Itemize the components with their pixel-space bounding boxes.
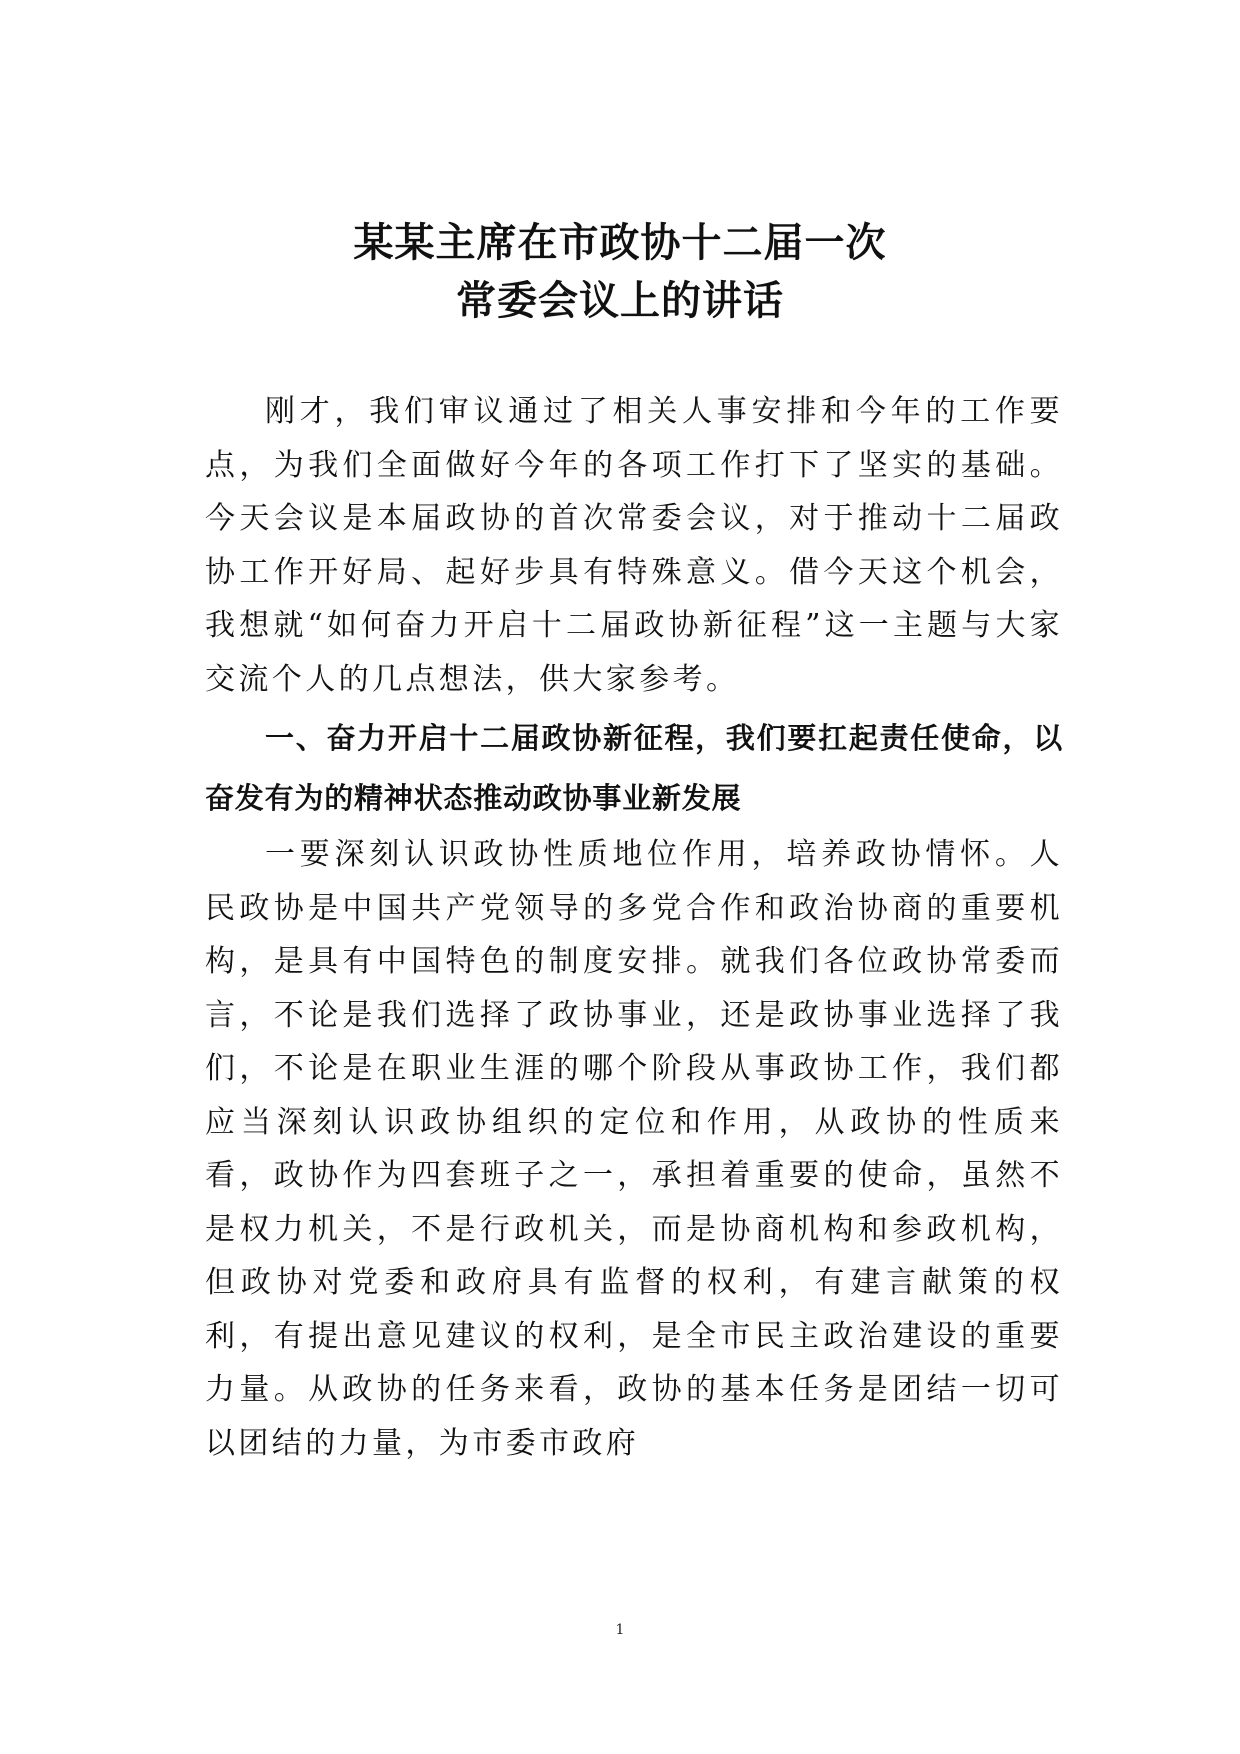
document-body bbox=[205, 385, 1063, 1470]
section-heading-1: 一、奋力开启十二届政协新征程，我们要扛起责任使命，以奋发有为的精神状态推动政协事业新发展 bbox=[205, 721, 1063, 815]
page-number: 1 bbox=[615, 1622, 625, 1638]
document-title bbox=[0, 214, 1240, 330]
title-line-1: 某某主席在市政协十二届一次 bbox=[353, 220, 887, 266]
intro-paragraph: 刚才，我们审议通过了相关人事安排和今年的工作要点，为我们全面做好今年的各项工作打下了坚实的基础。今天会议是本届政协的首次常委会议，对于推动十二届政协工作开好局、起好步具有特殊意义。借今天这个机会，我想就“如何奋力开启十二届政协新征程”这一主题与大家交流个人的几点想法，供大家参考。 bbox=[205, 394, 1063, 697]
title-line-2: 常委会议上的讲话 bbox=[456, 278, 784, 324]
body-paragraph: 一要深刻认识政协性质地位作用，培养政协情怀。人民政协是中国共产党领导的多党合作和政治协商的重要机构，是具有中国特色的制度安排。就我们各位政协常委而言，不论是我们选择了政协事业，还是政协事业选择了我们，不论是在职业生涯的哪个阶段从事政协工作，我们都应当深刻认识政协组织的定位和作用，从政协的性质来看，政协作为四套班子之一，承担着重要的使命，虽然不是权力机关，不是行政机关，而是协商机构和参政机构，但政协对党委和政府具有监督的权利，有建言献策的权利，有提出意见建议的权利，是全市民主政治建设的重要力量。从政协的任务来看，政协的基本任务是团结一切可以团结的力量，为市委市政府 bbox=[205, 837, 1063, 1461]
